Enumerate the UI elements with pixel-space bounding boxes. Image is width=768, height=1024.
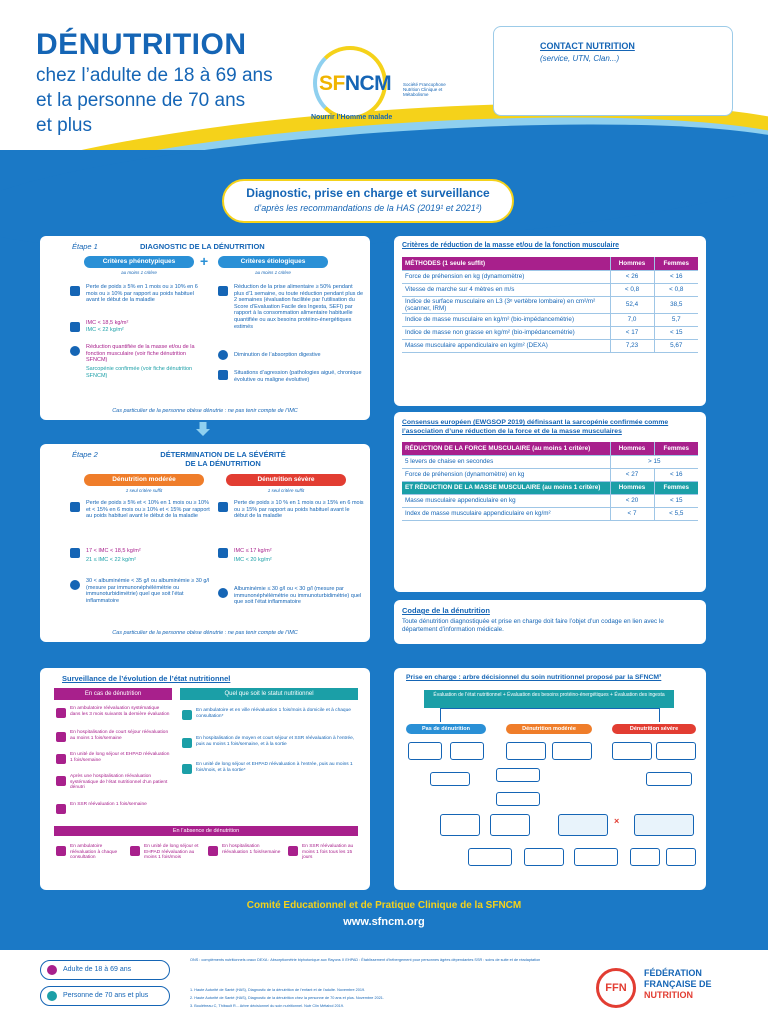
flow-box [630, 848, 660, 866]
row-men: < 0,8 [610, 283, 654, 296]
surv-bottom-1: En ambulatoire réévaluation à chaque consultation [70, 844, 118, 861]
row-men: < 17 [610, 326, 654, 339]
ambulance-icon [56, 846, 66, 856]
flow-heading: Prise en charge : arbre décisionnel du soin nutritionnel proposé par la SFNCM³ [406, 674, 662, 681]
hospital-icon [56, 776, 66, 786]
sarcopenia-card [394, 412, 706, 592]
diagnostic-card [40, 236, 370, 420]
row-label: Indice de surface musculaire en L3 (3ᵉ vertèbre lombaire) en cm²/m² (scanner, IRM) [402, 296, 610, 313]
row-women: < 0,8 [654, 283, 698, 296]
sarco-table [402, 442, 698, 521]
flow-box [524, 848, 564, 866]
pheno-sarcopenia: Sarcopénie confirmée (voir fiche dénutrition SFNCM) [86, 366, 193, 379]
rehab-icon [56, 804, 66, 814]
mod-bmi-elder: 21 ≤ IMC < 22 kg/m² [86, 557, 136, 563]
force-head: RÉDUCTION DE LA FORCE MUSCULAIRE (au moins 1 critère) [402, 442, 610, 455]
flow-box [408, 742, 442, 760]
house-icon [56, 754, 66, 764]
etio-absorption: Diminution de l’absorption digestive [234, 352, 321, 358]
sev-bmi-elder: IMC < 20 kg/m² [234, 557, 272, 563]
sarco-heading: Consensus européen (EWGSOP 2019) définissant la sarcopénie confirmée comme l’association d’une réduction de la force et de la masse musculaires [402, 419, 669, 435]
row-women: < 15 [654, 494, 698, 507]
flow-box [552, 742, 592, 760]
moderate-count-note: 1 seul critère suffit [125, 488, 163, 493]
abbreviations: ONS : compléments nutritionnels oraux DEXA : Absorptiométrie biphotonique aux Rayons X EHPAD : Établissement d’hébergement pour personnes âgées dépendantes SSR : soins de suite et de réadaptation [190, 958, 541, 962]
etio-intake-reduction: Réduction de la prise alimentaire ≥ 50% pendant plus d’1 semaine, ou toute réduction pendant plus de 2 semaines (évaluation facilitée par l’utilisation du Score d’Evaluation Facile des Ingesta, SEFI) par rapport à la consommation alimentaire habituelle quantifiée ou aux besoins protéino-énergétiques estimés [234, 284, 364, 330]
row-men: 7,23 [610, 339, 654, 352]
table-row [402, 507, 698, 520]
row-label: Vitesse de marche sur 4 mètres en m/s [402, 283, 610, 296]
col-women: Femmes [654, 257, 698, 270]
pheno-muscle-reduction: Réduction quantifiée de la masse et/ou de la fonction musculaire (voir fiche dénutrition SFNCM) [86, 344, 195, 364]
coding-card [394, 600, 706, 644]
col-women: Femmes [654, 481, 698, 494]
col-denutrition: En cas de dénutrition [54, 688, 172, 700]
row-women: < 16 [654, 270, 698, 283]
diagnostic-heading: DIAGNOSTIC DE LA DÉNUTRITION [140, 242, 265, 251]
row-men: < 20 [610, 494, 654, 507]
logo-society-name: Société Francophone Nutrition Clinique et Métabolisme [403, 82, 446, 97]
moderate-pill: Dénutrition modérée [84, 474, 204, 486]
plus-icon: + [200, 253, 209, 269]
mod-weight-loss: Perte de poids ≥ 5% et < 10% en 1 mois ou ≥ 10% et < 15% en 6 mois ou ≥ 10% et < 15% par rapport au poids habituel avant le début de la maladie [86, 500, 210, 520]
flow-box [656, 742, 696, 760]
table-row [402, 283, 698, 296]
flow-box [574, 848, 618, 866]
muscle-criteria-card [394, 236, 706, 406]
contact-subtitle: (service, UTN, Clan...) [540, 54, 620, 63]
bed-icon [56, 732, 66, 742]
row-women: < 5,5 [654, 507, 698, 520]
flow-box [468, 848, 512, 866]
severity-card [40, 444, 370, 642]
house-icon [130, 846, 140, 856]
table-row [402, 270, 698, 283]
title-main: DÉNUTRITION [36, 28, 247, 61]
muscle-icon [70, 346, 80, 356]
phenotypic-criteria-pill: Critères phénotypiques [84, 256, 194, 268]
row-both: > 15 [610, 455, 698, 468]
flow-box [506, 742, 546, 760]
row-label: 5 levers de chaise en secondes [402, 455, 610, 468]
table-row [402, 313, 698, 326]
legend-adult [40, 960, 170, 980]
pheno-count-note: au moins 1 critère [121, 270, 157, 275]
table-row [402, 326, 698, 339]
surv-bottom-3: En hospitalisation réévaluation 1 fois/semaine [222, 844, 281, 855]
flow-no-denutrition: Pas de dénutrition [406, 724, 486, 734]
cross-icon: × [614, 816, 620, 826]
sfncm-logo [305, 44, 455, 130]
surveillance-card [40, 668, 370, 890]
coding-text: Toute dénutrition diagnostiquée et prise en charge doit faire l’objet d’un codage en lien avec le département d’information médicale. [402, 618, 664, 633]
ribbon-subtitle: d’après les recommandations de la HAS (2019¹ et 2021²) [254, 203, 482, 213]
scale-icon [70, 502, 80, 512]
flow-card [394, 668, 706, 890]
obese-note-2: Cas particulier de la personne obèse dénutrie : ne pas tenir compte de l’IMC [112, 630, 298, 636]
row-label: Indice de masse non grasse en kg/m² (bio-impédancemétrie) [402, 326, 610, 339]
sev-weight-loss: Perte de poids ≥ 10 % en 1 mois ou ≥ 15% en 6 mois ou ≥ 15% par rapport au poids habituel avant le début de la maladie [234, 500, 364, 520]
etiologic-criteria-pill: Critères étiologiques [218, 256, 328, 268]
digestion-icon [218, 350, 228, 360]
surv-left-2: En hospitalisation de court séjour réévaluation au moins 1 fois/semaine [70, 730, 169, 741]
ambulance-icon [182, 710, 192, 720]
bmi-icon [70, 548, 80, 558]
surv-right-2: En hospitalisation de moyen et court séjour et SSR réévaluation à l’entrée, puis au moins 1 fois/semaine, et à la sortie [196, 736, 355, 747]
fork-knife-icon [218, 286, 228, 296]
muscle-table [402, 257, 698, 353]
pheno-bmi-adult: IMC < 18,5 kg/m² [86, 320, 129, 326]
row-label: Indice de masse musculaire en kg/m² (bio-impédancemétrie) [402, 313, 610, 326]
surv-right-1: En ambulatoire et en ville réévaluation 1 fois/mois à domicile et à chaque consultation* [196, 708, 351, 719]
ffn-logo [596, 966, 756, 1016]
flow-box [490, 814, 530, 836]
obese-note-1: Cas particulier de la personne obèse dénutrie : ne pas tenir compte de l’IMC [112, 408, 298, 414]
subtitle-line-1: chez l’adulte de 18 à 69 ans [36, 65, 273, 86]
legend-elder-label: Personne de 70 ans et plus [63, 992, 149, 999]
subtitle-line-3: et plus [36, 115, 92, 136]
flow-severe: Dénutrition sévère [612, 724, 696, 734]
row-women: < 15 [654, 326, 698, 339]
col-methods: MÉTHODES (1 seule suffit) [402, 257, 610, 270]
flow-moderate: Dénutrition modérée [506, 724, 592, 734]
rehab-icon [288, 846, 298, 856]
row-men: < 26 [610, 270, 654, 283]
flow-box [666, 848, 696, 866]
row-men: < 27 [610, 468, 654, 481]
row-men: 7,0 [610, 313, 654, 326]
section-ribbon [222, 179, 514, 223]
scale-icon [218, 502, 228, 512]
flow-box [430, 772, 470, 786]
drop-icon [70, 580, 80, 590]
footer [0, 900, 768, 928]
scale-icon [70, 286, 80, 296]
row-women: 5,67 [654, 339, 698, 352]
surv-bottom-4: En SSR réévaluation au moins 1 fois tous les 15 jours [302, 844, 354, 861]
table-row [402, 339, 698, 352]
bed-icon [182, 738, 192, 748]
pheno-weight-loss: Perte de poids ≥ 5% en 1 mois ou ≥ 10% en 6 mois ou ≥ 10% par rapport au poids habituel avant le début de la maladie [86, 284, 198, 304]
website-link[interactable]: www.sfncm.org [343, 916, 425, 928]
flow-box [440, 814, 480, 836]
surveillance-heading: Surveillance de l’évolution de l’état nutritionnel [62, 674, 231, 683]
muscle-heading: Critères de réduction de la masse et/ou de la fonction musculaire [402, 242, 620, 249]
mod-albumin: 30 < albuminémie < 35 g/l ou albuminémie ≥ 30 g/l (mesure par immunonéphélémétrie ou immunoturbidimétrie) quel que soit l’état inflammatoire [86, 578, 210, 604]
flow-box [558, 814, 608, 836]
flow-top-box: Évaluation de l’état nutritionnel + Évaluation des besoins protéino-énergétiques + Évaluation des ingesta [424, 690, 674, 708]
severe-pill: Dénutrition sévère [226, 474, 346, 486]
mod-bmi-adult: 17 < IMC < 18,5 kg/m² [86, 548, 141, 554]
ffn-name-line-1: FÉDÉRATION [644, 968, 702, 978]
bed-icon [208, 846, 218, 856]
adult-dot-icon [47, 965, 57, 975]
step-1-label: Étape 1 [72, 242, 98, 251]
flow-box [450, 742, 484, 760]
flow-box [646, 772, 692, 786]
col-men: Hommes [610, 257, 654, 270]
severe-count-note: 1 seul critère suffit [267, 488, 305, 493]
row-men: < 7 [610, 507, 654, 520]
row-women: 5,7 [654, 313, 698, 326]
row-label: Masse musculaire appendiculaire en kg/m² (DEXA) [402, 339, 610, 352]
etio-count-note: au moins 1 critère [255, 270, 291, 275]
subtitle-line-2: et la personne de 70 ans [36, 90, 246, 111]
bmi-icon [218, 548, 228, 558]
absence-bar: En l’absence de dénutrition [54, 826, 358, 836]
committee-name: Comité Educationnel et de Pratique Clinique de la SFNCM [246, 900, 522, 911]
house-icon [182, 764, 192, 774]
ffn-name-line-2: FRANÇAISE DE [644, 979, 712, 989]
col-men: Hommes [610, 442, 654, 455]
table-row [402, 468, 698, 481]
col-any-status: Quel que soit le statut nutritionnel [180, 688, 358, 700]
surv-left-5: En SSR réévaluation 1 fois/semaine [70, 802, 147, 807]
flow-connector [440, 708, 660, 722]
pheno-bmi-elder: IMC < 22 kg/m² [86, 327, 124, 333]
flow-box [634, 814, 694, 836]
sev-bmi-adult: IMC ≤ 17 kg/m² [234, 548, 272, 554]
surv-left-3: En unité de long séjour et EHPAD réévaluation 1 fois/semaine [70, 752, 170, 763]
aggression-icon [218, 370, 228, 380]
poster-title [36, 28, 273, 137]
surv-bottom-2: En unité de long séjour et EHPAD réévaluation au moins 1 fois/mois [144, 844, 199, 861]
masse-head: ET RÉDUCTION DE LA MASSE MUSCULAIRE (au moins 1 critère) [402, 481, 610, 494]
bmi-icon [70, 322, 80, 332]
table-row [402, 455, 698, 468]
step-2-label: Étape 2 [72, 450, 98, 459]
row-women: 38,5 [654, 296, 698, 313]
legend-adult-label: Adulte de 18 à 69 ans [63, 966, 132, 973]
legend-elder [40, 986, 170, 1006]
row-label: Force de préhension (dynamomètre) en kg [402, 468, 610, 481]
logo-mark-a: SF [319, 72, 345, 95]
flow-box [496, 792, 540, 806]
severity-heading: DÉTERMINATION DE LA SÉVÉRITÉ DE LA DÉNUTRITION [160, 450, 286, 468]
elder-dot-icon [47, 991, 57, 1001]
etio-aggression: Situations d’agression (pathologies aiguë, chronique évolutive ou maligne évolutive) [234, 370, 362, 383]
reference-2: 2. Haute Autorité de Santé (HAS), Diagnostic de la dénutrition chez la personne de 70 ans et plus. Novembre 2021. [190, 996, 384, 1000]
row-label: Force de préhension en kg (dynamomètre) [402, 270, 610, 283]
reference-3: 3. Boulétreau C, Thibault R... Arbre décisionnel du soin nutritionnel. Nutr Clin Métabol 2019. [190, 1004, 345, 1008]
flow-box [496, 768, 540, 782]
sev-albumin: Albuminémie ≤ 30 g/l ou < 30 g/l (mesure par immunonéphélémétrie ou immunoturbidimétrie) quel que soit l’état inflammatoire [234, 586, 362, 606]
logo-mark [319, 72, 391, 96]
drop-icon [218, 588, 228, 598]
logo-mark-b: NCM [344, 72, 392, 95]
surv-left-1: En ambulatoire réévaluation systématique dans les 3 mois suivants la dernière évaluation [70, 706, 170, 717]
table-row [402, 494, 698, 507]
reference-1: 1. Haute Autorité de Santé (HAS), Diagnostic de la dénutrition de l’enfant et de l’adulte. Novembre 2019. [190, 988, 366, 992]
ffn-name [644, 968, 712, 1001]
flow-box [612, 742, 652, 760]
contact-box [493, 26, 733, 116]
ambulance-icon [56, 708, 66, 718]
logo-slogan: Nourrir l’Homme malade [311, 114, 393, 121]
col-women: Femmes [654, 442, 698, 455]
coding-heading: Codage de la dénutrition [402, 606, 490, 615]
row-women: < 16 [654, 468, 698, 481]
col-men: Hommes [610, 481, 654, 494]
ffn-mark: FFN [596, 968, 636, 1008]
table-row [402, 296, 698, 313]
contact-title: CONTACT NUTRITION [540, 41, 635, 51]
surv-left-4: Après une hospitalisation réévaluation systématique de l’état nutritionnel d’un patient dénutri [70, 774, 168, 791]
ribbon-title: Diagnostic, prise en charge et surveillance [246, 186, 490, 200]
row-label: Index de masse musculaire appendiculaire en kg/m² [402, 507, 610, 520]
surv-right-3: En unité de long séjour et EHPAD réévaluation à l’entrée, puis au moins 1 fois/mois, et à la sortie* [196, 762, 353, 773]
row-label: Masse musculaire appendiculaire en kg [402, 494, 610, 507]
ffn-name-line-3: NUTRITION [644, 990, 693, 1000]
row-men: 52,4 [610, 296, 654, 313]
